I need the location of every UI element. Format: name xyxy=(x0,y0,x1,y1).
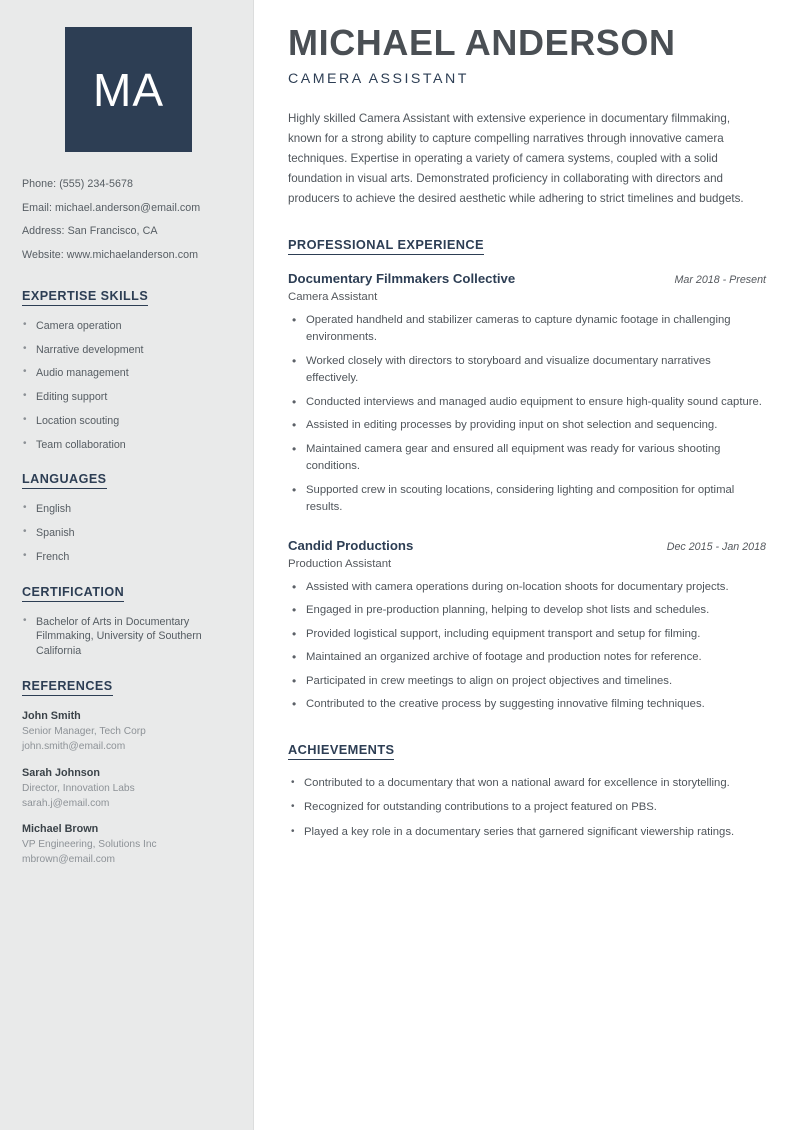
avatar xyxy=(65,27,192,152)
company-name: Candid Productions xyxy=(288,537,414,553)
list-item xyxy=(22,709,231,755)
reference-name: Michael Brown xyxy=(22,823,99,836)
main-content xyxy=(254,0,800,1130)
list-item: • Narrative development xyxy=(22,343,231,358)
expertise-skills-section xyxy=(22,287,231,453)
professional-summary: Highly skilled Camera Assistant with extensive experience in documentary filmmaking, known for a strong ability to capture compelling narratives through innovative camera techniques. Expertise in operating a variety of camera systems, coupled with a solid foundation in visual arts. Demonstrated proficiency in collaborating with directors and producers to achieve the desired aesthetic while adhering to strict timelines and budgets. xyxy=(288,111,744,205)
list-item: • Location scouting xyxy=(22,414,231,429)
achievements-list xyxy=(288,775,766,842)
reference-role: VP Engineering, Solutions Inc xyxy=(22,839,157,851)
list-item xyxy=(22,766,231,812)
list-item: • Engaged in pre-production planning, helping to develop shot lists and schedules. xyxy=(288,602,766,620)
list-item: • Assisted with camera operations during on-location shoots for documentary projects. xyxy=(288,579,766,597)
list-item: • Camera operation xyxy=(22,319,231,334)
languages-list xyxy=(22,502,231,564)
languages-section xyxy=(22,470,231,564)
list-item: • Contributed to the creative process by suggesting innovative filming techniques. xyxy=(288,696,766,714)
reference-name: Sarah Johnson xyxy=(22,766,100,779)
reference-email: john.smith@email.com xyxy=(22,740,126,752)
list-item: • Participated in crew meetings to align on project objectives and timelines. xyxy=(288,673,766,691)
expertise-skills-heading: EXPERTISE SKILLS xyxy=(22,289,148,306)
job-title: CAMERA ASSISTANT xyxy=(288,70,469,87)
avatar-initials: MA xyxy=(93,63,164,116)
list-item: • Contributed to a documentary that won a national award for excellence in storytelling. xyxy=(288,775,766,793)
list-item: • Worked closely with directors to storyboard and visualize documentary narratives effectively. xyxy=(288,353,766,388)
certification-heading: CERTIFICATION xyxy=(22,585,124,602)
professional-experience-section xyxy=(288,231,766,714)
list-item: • Assisted in editing processes by providing input on shot selection and sequencing. xyxy=(288,417,766,435)
contact-info xyxy=(22,178,231,263)
list-item: • Played a key role in a documentary series that garnered significant viewership ratings. xyxy=(288,824,766,842)
list-item: • French xyxy=(22,550,231,565)
list-item: • Supported crew in scouting locations, considering lighting and composition for optimal results. xyxy=(288,482,766,517)
contact-website: Website: www.michaelanderson.com xyxy=(22,249,199,262)
job-role: Camera Assistant xyxy=(288,290,378,303)
reference-email: mbrown@email.com xyxy=(22,854,115,866)
list-item: • Bachelor of Arts in Documentary Filmmaking, University of Southern California xyxy=(22,615,231,659)
achievements-section xyxy=(288,736,766,842)
list-item: • Spanish xyxy=(22,526,231,541)
languages-heading: LANGUAGES xyxy=(22,472,107,489)
expertise-skills-list xyxy=(22,319,231,453)
list-item xyxy=(22,822,231,868)
certification-list xyxy=(22,615,231,659)
list-item: • Team collaboration xyxy=(22,438,231,453)
list-item: • English xyxy=(22,502,231,517)
list-item: • Editing support xyxy=(22,390,231,405)
contact-phone: Phone: (555) 234-5678 xyxy=(22,178,133,190)
achievements-heading: ACHIEVEMENTS xyxy=(288,742,394,760)
contact-email: Email: michael.anderson@email.com xyxy=(22,201,201,214)
references-heading: REFERENCES xyxy=(22,679,113,696)
list-item: • Maintained camera gear and ensured all equipment was ready for various shooting conditions. xyxy=(288,441,766,476)
certification-section xyxy=(22,583,231,659)
sidebar xyxy=(0,0,254,1130)
experience-entry xyxy=(288,270,766,517)
list-item: • Maintained an organized archive of footage and production notes for reference. xyxy=(288,649,766,667)
list-item: • Recognized for outstanding contributions to a project featured on PBS. xyxy=(288,799,766,817)
page-title: MICHAEL ANDERSON xyxy=(288,22,676,63)
references-section xyxy=(22,677,231,868)
company-name: Documentary Filmmakers Collective xyxy=(288,270,516,286)
job-role: Production Assistant xyxy=(288,557,392,570)
contact-address: Address: San Francisco, CA xyxy=(22,225,158,238)
professional-experience-heading: PROFESSIONAL EXPERIENCE xyxy=(288,237,484,255)
responsibility-list xyxy=(288,579,766,714)
experience-header xyxy=(288,270,766,287)
list-item: • Provided logistical support, including equipment transport and setup for filming. xyxy=(288,626,766,644)
responsibility-list xyxy=(288,312,766,517)
employment-dates: Dec 2015 - Jan 2018 xyxy=(666,540,766,553)
list-item: • Operated handheld and stabilizer cameras to capture dynamic footage in challenging environments. xyxy=(288,312,766,347)
experience-header xyxy=(288,537,766,554)
reference-email: sarah.j@email.com xyxy=(22,797,110,809)
experience-entry xyxy=(288,537,766,714)
employment-dates: Mar 2018 - Present xyxy=(674,273,766,286)
reference-name: John Smith xyxy=(22,709,81,722)
list-item: • Conducted interviews and managed audio equipment to ensure high-quality sound capture. xyxy=(288,394,766,412)
reference-role: Senior Manager, Tech Corp xyxy=(22,726,146,738)
reference-role: Director, Innovation Labs xyxy=(22,782,135,794)
list-item: • Audio management xyxy=(22,366,231,381)
